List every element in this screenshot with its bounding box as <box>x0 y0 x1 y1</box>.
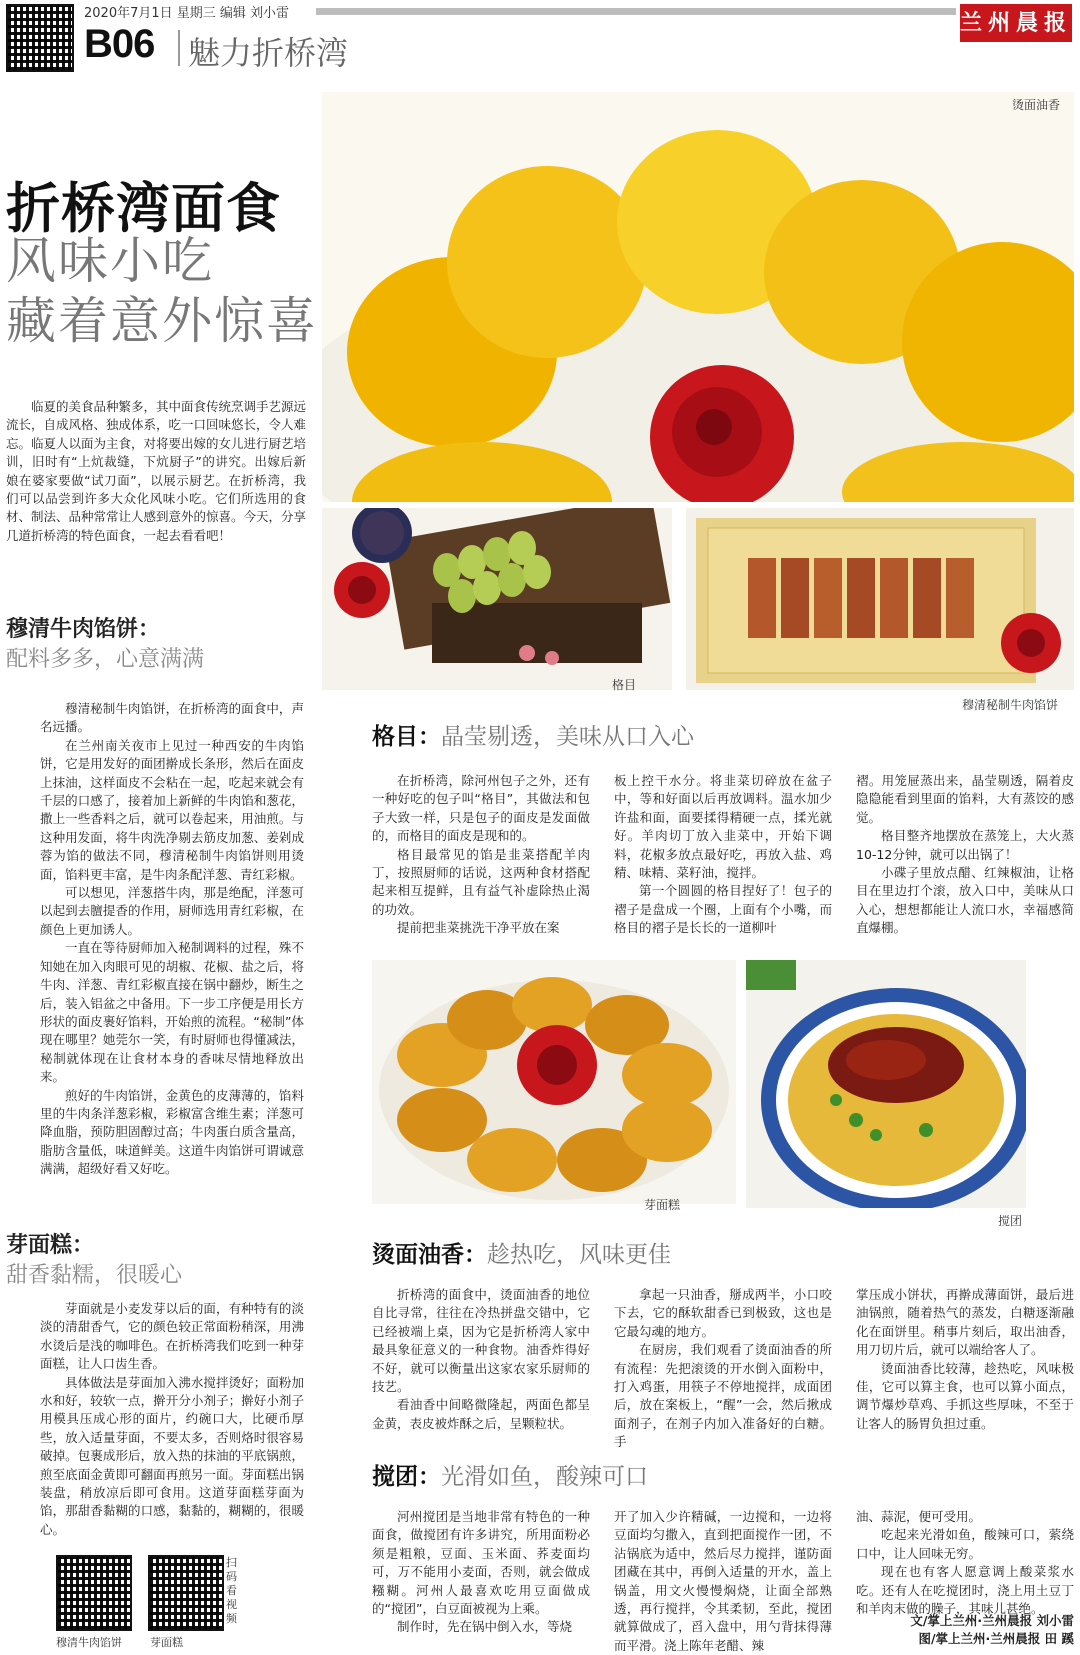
jiaotuan-para: 吃起来光滑如鱼，酸辣可口，萦绕口中，让人回味无穷。 <box>856 1527 1074 1561</box>
byline-photo: 图/掌上兰州·兰州晨报 田 蹊 <box>918 1631 1074 1646</box>
beef-subtitle: 配料多多，心意满满 <box>6 647 205 672</box>
qr-code-yamian-video[interactable] <box>148 1555 224 1631</box>
jiaotuan-col-3 <box>856 1508 1074 1618</box>
qr-code-beef-video[interactable] <box>56 1555 132 1631</box>
geme-para: 格目整齐地摆放在蒸笼上，大火蒸10-12分钟，就可以出锅了！ <box>856 828 1074 862</box>
jiaotuan-bowl-illustration <box>746 960 1026 1208</box>
beef-title: 穆清牛肉馅饼： <box>6 617 161 642</box>
jiaotuan-para: 油、蒜泥，便可受用。 <box>856 1509 982 1524</box>
yamian-para: 具体做法是芽面加入沸水搅拌烫好；面粉加水和好，较软一点，擀开分小剂子；擀好小剂子用模具压成心形的面片，约碗口大，比硬币厚些，放入适量芽面，不要太多，否则烙时很容易破掉。包裹成形后，放入热的抹油的平底锅煎，煎至底面金黄即可翻面再煎另一面。芽面糕出锅装盘，稍放凉后即可食用。这道芽面糕芽面为馅，那甜香黏糊的口感，黏黏的，糊糊的，很暖心。 <box>40 1374 304 1537</box>
qr-label-yamian: 芽面糕 <box>150 1636 183 1649</box>
geme-para: 第一个圆圆的格目捏好了！包子的褶子是盘成一个圈，上面有个小嘴，而格目的褶子是长长的一道柳叶 <box>614 883 832 936</box>
geme-para: 小碟子里放点醋、红辣椒油，让格目在里边打个滚，放入口中，美味从口入心，想想都能让人流口水，幸福感简直爆棚。 <box>856 865 1074 936</box>
tangmian-col-1 <box>372 1286 590 1433</box>
photo-jiaotuan <box>746 960 1026 1208</box>
jiaotuan-para: 制作时，先在锅中倒入水，等烧 <box>397 1619 573 1635</box>
beef-para: 在兰州南关夜市上见过一种西安的牛肉馅饼，它是用发好的面团擀成长条形，然后在面皮上抹油，这样面皮不会粘在一起，吃起来就会有千层的口感了，接着加上新鲜的牛肉馅和葱花，撒上一些香料之后，就可以卷起来，用油煎。与这种用发面，将牛肉洗净剔去筋皮加葱、姜剁成蓉为馅的做法不同，穆清秘制牛肉馅饼则用烫面，馅料更丰富，是牛肉条配洋葱、青红彩椒。 <box>40 737 304 882</box>
geme-para: 在折桥湾，除河州包子之外，还有一种好吃的包子叫“格目”，其做法和包子大致一样，只是包子的面皮是发面做的，而格目的面皮是现和的。 <box>372 773 590 844</box>
yamian-title: 芽面糕： <box>6 1233 95 1258</box>
beef-para: 一直在等待厨师加入秘制调料的过程，殊不知她在加入肉眼可见的胡椒、花椒、盐之后，将牛肉、洋葱、青红彩椒直接在锅中翻炒，断生之后，装入铝盆之中备用。下一步工序便是用长方形状的面皮裹好馅料，开始煎的流程。“秘制”体现在哪里？她莞尔一笑，有时厨师也得懂减法，秘制就体现在让食材本身的香味尽情地释放出来。 <box>40 940 304 1085</box>
yamian-para: 芽面就是小麦发芽以后的面，有种特有的淡淡的清甜香气，它的颜色较正常面粉稍深，用沸水烫后是浅的咖啡色。在折桥湾我们吃到一种芽面糕，让人口齿生香。 <box>40 1301 304 1372</box>
headline-main: 折桥湾面食 <box>6 177 281 240</box>
geme-dumplings-illustration <box>322 508 672 690</box>
masthead-qr-code[interactable] <box>6 4 74 72</box>
caption-jiaotuan: 搅团 <box>998 1214 1023 1228</box>
jiaotuan-heading <box>372 1458 648 1491</box>
headline-sub-1: 风味小吃 <box>6 232 214 290</box>
page-number: B06 <box>84 22 155 66</box>
beef-para: 可以想见，洋葱搭牛肉，那是绝配，洋葱可以起到去膻提香的作用，厨师选用青红彩椒，在颜色上更加诱人。 <box>40 885 304 937</box>
headline-sub-2: 藏着意外惊喜 <box>6 292 318 350</box>
date-line: 2020年7月1日 星期三 编辑 刘小雷 <box>84 6 290 21</box>
jiaotuan-title: 搅团： <box>372 1464 441 1490</box>
geme-para: 褶。用笼屉蒸出来，晶莹剔透，隔着皮隐隐能看到里面的馅料，大有蒸饺的感觉。 <box>856 773 1074 825</box>
jiaotuan-para: 开了加入少许精碱，一边搅和，一边将豆面均匀撒入，直到把面搅作一团，不沾锅底为适中，然后尽力搅拌，谨防面团藏在其中，再倒入适量的开水，盖上锅盖，用文火慢慢焖烧，让面全部熟透，再行搅拌，令其柔韧，至此，搅团就算做成了，舀入盘中，用勺背抹得薄而平滑。浇上陈年老醋、辣 <box>614 1509 832 1653</box>
tangmian-heading <box>372 1236 671 1269</box>
yamian-cake-illustration <box>372 960 736 1204</box>
yamian-body <box>40 1300 304 1539</box>
byline <box>856 1612 1074 1648</box>
beef-para: 煎好的牛肉馅饼，金黄色的皮薄薄的，馅料里的牛肉条洋葱彩椒，彩椒富含维生素；洋葱可降血脂，预防胆固醇过高；牛肉蛋白质含量高，脂肪含量低，味道鲜美。这道牛肉馅饼可谓诚意满满，超级好看又好吃。 <box>40 1087 304 1177</box>
geme-col-2 <box>614 772 832 938</box>
intro-paragraph <box>6 398 306 545</box>
tangmian-para: 烫面油香比较薄，趁热吃，风味极佳，它可以算主食，也可以算小面点，调节爆炒草鸡、手抓这些厚味，不至于让客人的肠胃负担过重。 <box>856 1360 1074 1431</box>
tangmian-para: 拿起一只油香，掰成两半，小口咬下去，它的酥软甜香已到极致，这也是它最勾魂的地方。 <box>614 1287 832 1339</box>
qr-label-beef: 穆清牛肉馅饼 <box>56 1636 122 1649</box>
photo-beef-pie <box>686 508 1074 690</box>
geme-para: 提前把韭菜挑洗干净平放在案 <box>397 920 560 936</box>
photo-yamian-cake <box>372 960 736 1204</box>
jiaotuan-col-2 <box>614 1508 832 1655</box>
beef-para: 穆清秘制牛肉馅饼，在折桥湾的面食中，声名远播。 <box>40 701 304 735</box>
jiaotuan-para: 现在也有客人愿意调上酸菜浆水吃。还有人在吃搅团时，浇上用土豆丁和羊肉末做的臊子，其味儿甚绝。 <box>856 1564 1074 1617</box>
qr-scan-text: 扫码看视频 <box>226 1556 237 1625</box>
geme-heading <box>372 718 694 751</box>
photo-tangmian-youxiang <box>322 92 1074 502</box>
geme-title: 格目： <box>372 724 441 750</box>
tangmian-col-2 <box>614 1286 832 1452</box>
brand-logo: 兰州晨报 <box>960 4 1072 42</box>
tangmian-para: 在厨房，我们观看了烫面油香的所有流程：先把滚烫的开水倒入面粉中，打入鸡蛋，用筷子不停地搅拌，成面团后，放在案板上，“醒”一会，然后揪成面剂子，在剂子内加入准备好的白糖。手 <box>614 1342 832 1450</box>
geme-para: 格目最常见的馅是韭菜搭配羊肉丁，按照厨师的话说，这两种食材搭配起来相互提鲜，且有益气补虚除热止渴的功效。 <box>372 846 590 917</box>
fried-cakes-illustration <box>322 92 1074 502</box>
geme-col-1 <box>372 772 590 938</box>
tangmian-para: 看油香中间略微隆起，两面色都呈金黄，表皮被炸酥之后，呈颗粒状。 <box>372 1397 590 1431</box>
photo-geme <box>322 508 672 690</box>
caption-geme: 格目 <box>612 678 637 692</box>
byline-text: 文/掌上兰州·兰州晨报 刘小雷 <box>910 1613 1074 1628</box>
geme-subtitle: 晶莹剔透，美味从口入心 <box>441 724 694 750</box>
beef-pie-illustration <box>686 508 1074 690</box>
intro-text: 临夏的美食品种繁多，其中面食传统烹调手艺源远流长，自成风格、独成体系，吃一口回味悠长，令人难忘。临夏人以面为主食，对将要出嫁的女儿进行厨艺培训，旧时有“上炕裁缝，下炕厨子”的讲究。出嫁后新娘在婆家要做“试刀面”，以展示厨艺。在折桥湾，我们可以品尝到许多大众化风味小吃。它们所选用的食材、制法、品种常常让人感到意外的惊喜。今天，分享几道折桥湾的特色面食，一起去看看吧！ <box>6 399 307 543</box>
geme-para: 板上控干水分。将韭菜切碎放在盆子中，等和好面以后再放调料。温水加少许盐和面，面要揉得精硬一点，揉光就好。羊肉切丁放入韭菜中，开始下调料，花椒多放点最好吃，再放入盐、鸡精、味精、菜籽油，搅拌。 <box>614 773 832 881</box>
caption-beef: 穆清秘制牛肉馅饼 <box>962 698 1059 712</box>
tangmian-subtitle: 趁热吃，风味更佳 <box>487 1242 671 1268</box>
tangmian-para: 折桥湾的面食中，烫面油香的地位自比寻常，往往在冷热拼盘交错中，它已经被端上桌，因为它是折桥湾人家中最具象征意义的一种食物。油香炸得好不好，就可以衡量出这家农家乐厨师的技艺。 <box>372 1287 590 1395</box>
jiaotuan-col-1 <box>372 1508 590 1637</box>
jiaotuan-para: 河州搅团是当地非常有特色的一种面食，做搅团有许多讲究，所用面粉必须是粗粮，豆面、玉米面、荞麦面均可，万不能用小麦面，否则，就会做成糨糊。河州人最喜欢吃用豆面做成的“搅团”，白豆面被视为上乘。 <box>372 1509 590 1617</box>
tangmian-col-3 <box>856 1286 1074 1433</box>
masthead-divider <box>178 30 180 66</box>
jiaotuan-subtitle: 光滑如鱼，酸辣可口 <box>441 1464 648 1490</box>
tangmian-title: 烫面油香： <box>372 1242 487 1268</box>
caption-yamian: 芽面糕 <box>644 1198 681 1212</box>
caption-main-photo: 烫面油香 <box>1012 98 1061 112</box>
beef-body <box>40 700 304 1179</box>
geme-col-3 <box>856 772 1074 938</box>
section-title: 魅力折桥湾 <box>188 34 349 72</box>
tangmian-para: 掌压成小饼状，再擀成薄面饼，最后进油锅煎，随着热气的蒸发，白糖逐渐融化在面饼里。稍事片刻后，取出油香，用刀切片后，就可以端给客人了。 <box>856 1287 1074 1358</box>
masthead-rule <box>316 8 956 15</box>
yamian-subtitle: 甜香黏糯，很暖心 <box>6 1263 183 1288</box>
